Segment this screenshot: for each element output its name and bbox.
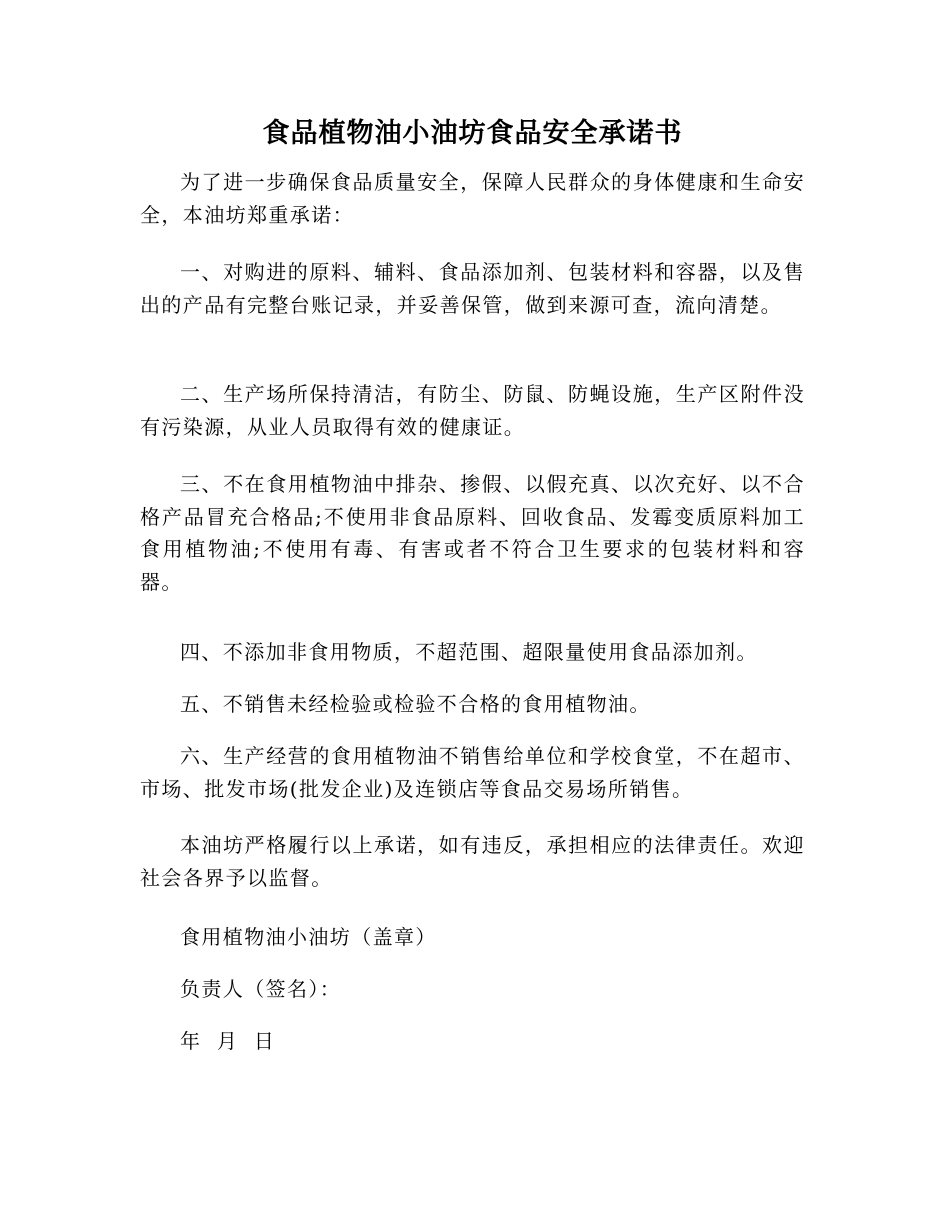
closing-paragraph: 本油坊严格履行以上承诺，如有违反，承担相应的法律责任。欢迎社会各界予以监督。 <box>140 833 805 890</box>
signature-org: 食用植物油小油坊（盖章） <box>180 925 437 949</box>
signature-date: 年 月 日 <box>180 1029 276 1053</box>
commitment-item-4: 四、不添加非食用物质，不超范围、超限量使用食品添加剂。 <box>180 640 758 664</box>
signature-person: 负责人（签名）： <box>180 977 342 1001</box>
commitment-item-5: 五、不销售未经检验或检验不合格的食用植物油。 <box>180 692 651 716</box>
commitment-item-6: 六、生产经营的食用植物油不销售给单位和学校食堂，不在超市、市场、批发市场(批发企业)及连锁店等食品交易场所销售。 <box>140 744 805 801</box>
document-title: 食品植物油小油坊食品安全承诺书 <box>262 118 683 149</box>
commitment-item-3: 三、不在食用植物油中排杂、掺假、以假充真、以次充好、以不合格产品冒充合格品;不使用非食品原料、回收食品、发霉变质原料加工食用植物油;不使用有毒、有害或者不符合卫生要求的包装材料和容器。 <box>140 472 805 594</box>
commitment-item-2: 二、生产场所保持清洁，有防尘、防鼠、防蝇设施，生产区附件没有污染源，从业人员取得有效的健康证。 <box>140 382 805 439</box>
commitment-item-1: 一、对购进的原料、辅料、食品添加剂、包装材料和容器，以及售出的产品有完整台账记录，并妥善保管，做到来源可查，流向清楚。 <box>140 260 805 317</box>
intro-paragraph: 为了进一步确保食品质量安全，保障人民群众的身体健康和生命安全，本油坊郑重承诺： <box>140 170 805 227</box>
